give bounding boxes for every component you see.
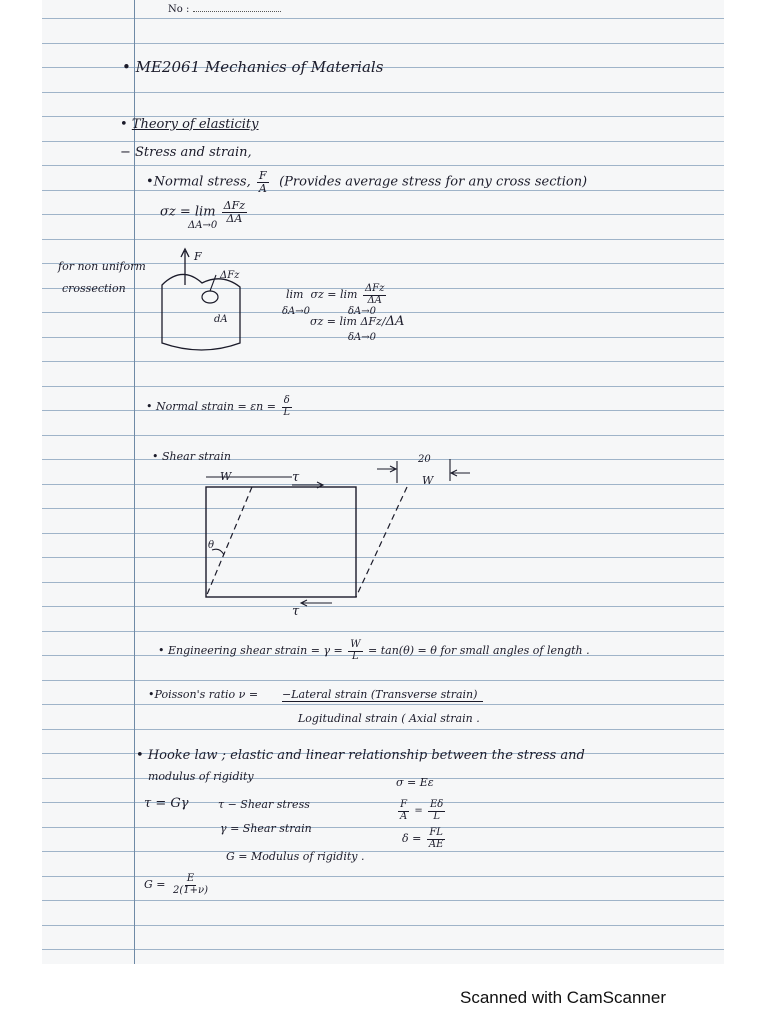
ruled-line [42, 141, 724, 142]
hooke-law-line2: modulus of rigidity [148, 770, 254, 783]
ruled-line [42, 337, 724, 338]
ruled-line [42, 680, 724, 681]
hooke-main-eq: σ = Eε [396, 776, 434, 789]
limit-equation-2: σz = lim ΔFz/ΔA [310, 314, 405, 329]
shear-strain-label: • Shear strain [152, 450, 231, 463]
page-title: • ME2061 Mechanics of Materials [122, 58, 384, 76]
ruled-line [42, 312, 724, 313]
dFz-arrow [210, 275, 216, 291]
fig-label-F: F [194, 250, 202, 263]
limit-sub-1: δA→0 [282, 306, 310, 317]
shear-strain-figure [202, 455, 452, 615]
ruled-line [42, 239, 724, 240]
shear-label-theta: θ [208, 540, 215, 551]
ruled-line [42, 827, 724, 828]
shear-label-dx: 20 [418, 454, 431, 465]
ruled-line [42, 165, 724, 166]
deformed-right-edge [356, 487, 407, 597]
ruled-line [42, 435, 724, 436]
normal-stress-line: •Normal stress, $\frac{F}{A}$ (Provides average stress for any cross section) [146, 169, 588, 195]
G-definition: G = Modulus of rigidity . [226, 850, 365, 863]
theta-arc [212, 549, 224, 555]
limit-sub-3: δA→0 [348, 332, 376, 343]
scanner-watermark: Scanned with CamScanner [460, 988, 667, 1007]
fig-label-dFz: ΔFz [220, 270, 240, 281]
poisson-label: •Poisson's ratio ν = [148, 688, 259, 701]
limit-equation-1: lim σz = lim $\frac{\text{ΔFz}}{\Delta A}$ [286, 283, 385, 306]
G-formula: G = $\frac{E}{2(1+\nu)}$ [144, 873, 209, 896]
deformation-formula: δ = $\frac{FL}{AE}$ [402, 827, 444, 850]
page-number-label: No : [168, 4, 281, 15]
nonuniform-label-2: crossection [62, 282, 126, 295]
deformed-left-edge [206, 487, 252, 597]
ruled-line [42, 386, 724, 387]
ruled-line [42, 43, 724, 44]
ruled-line [42, 925, 724, 926]
poisson-denominator: Logitudinal strain ( Axial strain . [298, 712, 480, 725]
limit-subscript: ΔA→0 [188, 220, 218, 231]
ruled-line [42, 729, 724, 730]
fig-label-dA: dA [214, 314, 228, 325]
tau-definition: τ − Shear stress [218, 798, 310, 811]
ruled-line [42, 900, 724, 901]
dA-element [202, 291, 218, 303]
ruled-line [42, 949, 724, 950]
cross-section-figure [152, 245, 262, 365]
shear-label-W2: W [422, 474, 434, 487]
subsection-heading: − Stress and strain, [120, 145, 252, 160]
ruled-line [42, 92, 724, 93]
shear-label-W: W [220, 470, 232, 483]
ruled-line [42, 214, 724, 215]
poisson-numerator: −Lateral strain (Transverse strain) [282, 688, 483, 702]
ruled-line [42, 18, 724, 19]
hooke-law-line1: • Hooke law ; elastic and linear relationship between the stress and [136, 748, 585, 763]
stress-strain-relation: $\frac{F}{A}$ = $\frac{E\delta}{L}$ [400, 799, 444, 822]
ruled-line [42, 631, 724, 632]
ruled-line [42, 704, 724, 705]
gamma-definition: γ = Shear strain [220, 822, 312, 835]
tau-equals-G-gamma: τ = Gγ [144, 796, 189, 811]
shear-label-tau: τ [292, 470, 300, 485]
body-outline [162, 274, 240, 350]
engineering-shear-strain: • Engineering shear strain = γ = $\frac{W}{L}$ = tan(θ) = θ for small angles of length . [158, 639, 590, 662]
normal-strain: • Normal strain = εn = $\frac{\delta}{L}$ [146, 395, 291, 418]
normal-stress-definition: σz = lim $\frac{\text{ΔFz}}{\Delta A}$ [160, 199, 246, 225]
notebook-page [42, 0, 724, 964]
section-heading: • Theory of elasticity [120, 117, 259, 132]
ruled-line [42, 851, 724, 852]
ruled-line [42, 410, 724, 411]
ruled-line [42, 778, 724, 779]
limit-sub-2: δA→0 [348, 306, 376, 317]
ruled-line [42, 361, 724, 362]
nonuniform-label-1: for non uniform [58, 260, 146, 273]
shear-block [206, 487, 356, 597]
shear-label-tau-bottom: τ [292, 604, 300, 619]
